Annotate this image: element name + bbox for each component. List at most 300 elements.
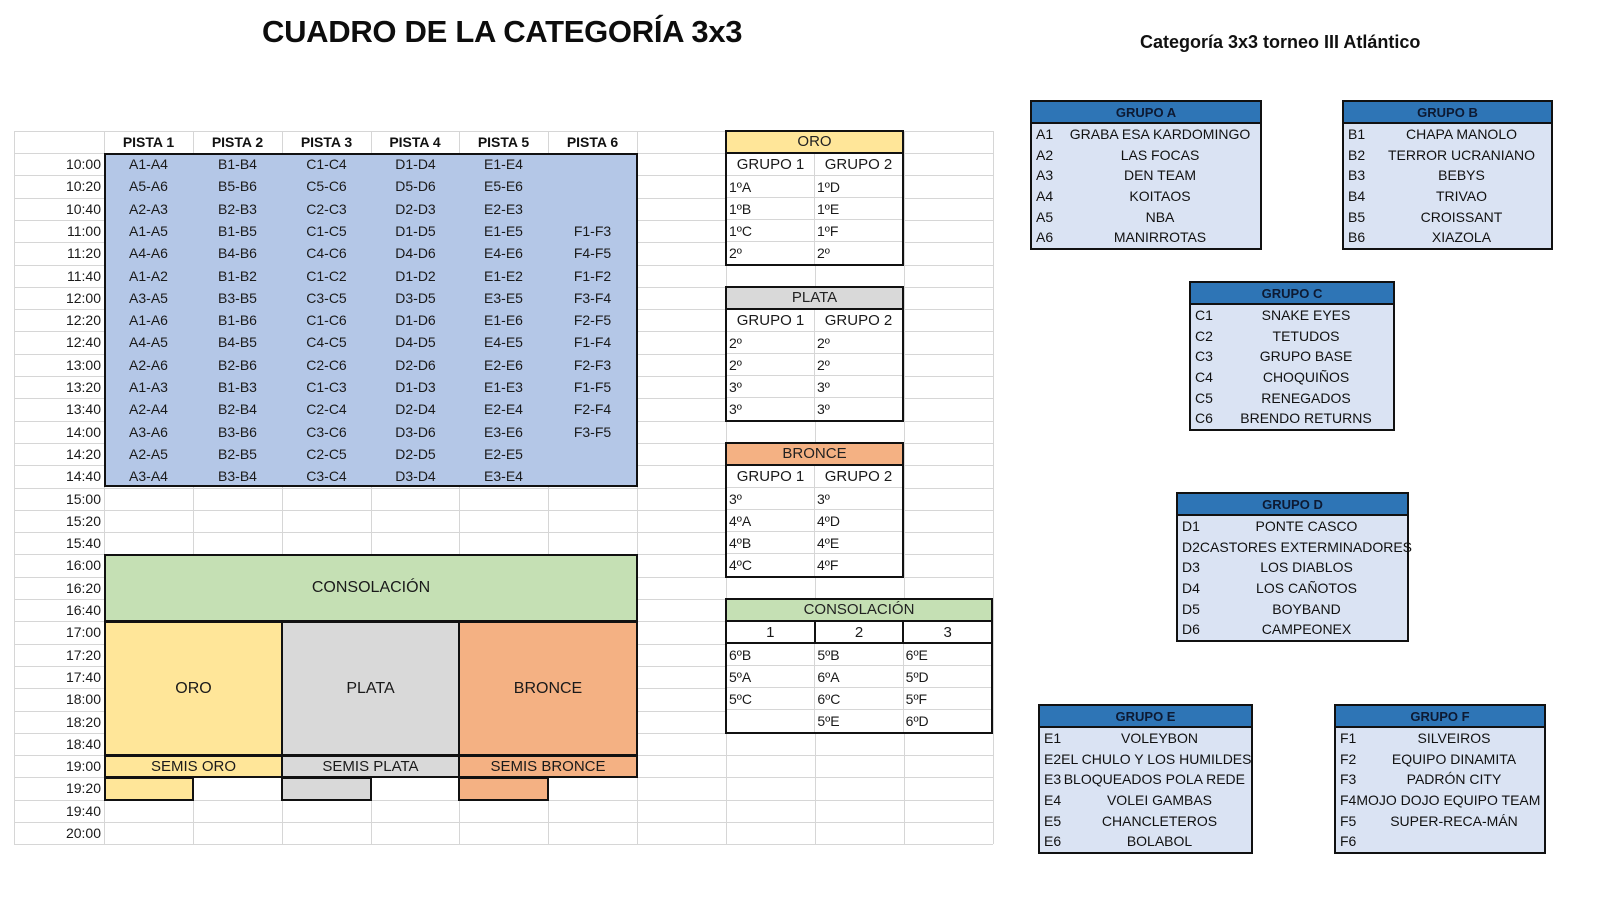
finals-seed-cell: 3º [727,488,815,509]
team-name: CASTORES EXTERMINADORES [1199,538,1413,555]
column-header-pista-6: PISTA 6 [566,134,619,150]
time-label: 19:20 [65,780,101,797]
team-row [1040,749,1251,770]
team-row [1178,599,1407,620]
match-cell: B4-B6 [218,245,257,262]
finals-header-row [727,622,991,644]
group-title: GRUPO C [1191,283,1393,305]
finals-column-header: GRUPO 1 [727,310,815,331]
match-cell: E4-E6 [484,245,523,262]
finals-column-header: 2 [816,622,905,642]
group-b-table [1342,100,1553,250]
team-name: MANIRROTAS [1113,229,1207,246]
team-id: D1 [1182,518,1200,534]
finals-column-header: GRUPO 1 [727,466,815,487]
match-cell: B5-B6 [218,178,257,195]
finals-seed-cell: 1ºF [817,223,839,239]
match-cell: A2-A6 [129,356,168,373]
match-cell: B1-B6 [218,312,257,329]
time-label: 14:40 [65,468,101,485]
match-cell: A1-A4 [129,156,168,172]
match-cell: C4-C6 [306,245,347,262]
finals-seed-cell: 2º [727,332,815,353]
finals-row [727,242,902,264]
match-cell: C1-C2 [306,267,347,284]
finals-row [727,176,902,198]
time-label: 17:00 [65,624,101,641]
finals-row [727,532,902,554]
match-cell: B1-B3 [218,379,257,395]
finals-seed-cell: 4ºC [727,554,815,576]
time-label: 17:20 [65,646,101,663]
team-row [1178,619,1407,640]
gridline [14,844,993,845]
team-id: A5 [1036,208,1054,225]
team-name: BOYBAND [1272,600,1341,617]
finals-seed-cell: 3º [727,398,815,420]
time-label: 13:40 [65,401,101,418]
match-cell: A2-A3 [129,200,168,217]
match-cell [548,465,637,487]
team-row [1344,124,1551,145]
match-cell: C2-C5 [306,445,347,462]
match-cell [548,175,637,197]
match-cell: D4-D5 [395,334,436,351]
team-row [1336,749,1544,770]
team-name: VOLEYBON [1120,730,1199,746]
team-row [1191,326,1393,347]
semis-plata-block-label: SEMIS PLATA [322,758,419,776]
team-name: PADRÓN CITY [1406,771,1502,788]
time-label: 10:00 [65,156,101,172]
team-row [1178,537,1413,558]
team-name: BEBYS [1438,167,1485,184]
side-title: Categoría 3x3 torneo III Atlántico [1140,32,1421,52]
match-cell: C1-C6 [306,312,347,329]
team-name: PONTE CASCO [1255,518,1358,534]
match-cell [548,153,637,175]
finals-header-row [727,154,902,176]
finals-seed-cell: 4ºA [727,510,815,531]
match-cell: E1-E5 [484,222,523,239]
team-id: C6 [1195,410,1213,427]
team-row [1032,145,1260,166]
match-cell: D1-D5 [395,222,436,239]
match-cell: B3-B6 [218,423,257,440]
semis-bronce-block-label: SEMIS BRONCE [490,758,606,776]
match-cell: A2-A4 [129,401,168,418]
match-cell: B1-B4 [218,156,257,172]
match-cell: D3-D6 [395,423,436,440]
match-cell: B1-B2 [218,267,257,284]
time-label: 20:00 [65,825,101,841]
team-row [1336,790,1544,811]
finals-consolacion-title: CONSOLACIÓN [727,600,991,622]
match-cell [548,198,637,220]
team-id: C1 [1195,307,1213,323]
finals-oro-table [725,130,904,266]
finals-seed-cell: 5ºB [815,644,903,665]
match-cell: B4-B5 [218,334,257,351]
finals-seed-cell: 1ºE [817,201,840,217]
team-name: SILVEIROS [1417,730,1491,746]
team-row [1336,811,1544,832]
team-name: TETUDOS [1272,327,1340,344]
match-cell: D1-D3 [395,379,436,395]
team-id: F5 [1340,812,1357,829]
time-label: 19:00 [65,758,101,775]
team-id: B5 [1348,208,1366,225]
team-name: CHANCLETEROS [1101,812,1218,829]
finals-row [727,488,902,510]
finals-seed-cell: 5ºA [727,666,815,687]
match-cell: E4-E5 [484,334,523,351]
match-cell: B3-B5 [218,289,257,306]
team-name: MOJO DOJO EQUIPO TEAM [1356,792,1541,809]
match-cell: D3-D5 [395,289,436,306]
team-name [1370,831,1544,852]
team-id: E2 [1044,750,1062,767]
team-id: E5 [1044,812,1062,829]
group-c-table [1189,281,1395,431]
team-row [1040,811,1251,832]
match-cell: B2-B3 [218,200,257,217]
match-cell: A1-A3 [129,379,168,395]
finals-row [727,688,991,710]
finals-column-header: GRUPO 2 [824,156,893,173]
team-id: D5 [1182,600,1200,617]
team-row [1191,408,1393,429]
finals-seed-cell: 2º [817,357,830,373]
match-cell: A3-A4 [129,468,168,485]
team-id: F1 [1340,730,1357,746]
time-label: 16:00 [65,557,101,574]
match-cell: B3-B4 [218,468,257,485]
team-name: CHOQUIÑOS [1262,369,1350,386]
gridline [904,131,905,844]
match-cell: A5-A6 [129,178,168,195]
match-cell: C5-C6 [306,178,347,195]
match-cell: C2-C6 [306,356,347,373]
finals-seed-cell: 1ºD [817,179,841,195]
time-label: 18:40 [65,735,101,752]
group-title: GRUPO B [1344,102,1551,124]
match-cell: A2-A5 [129,445,168,462]
team-id: C5 [1195,389,1213,406]
match-cell: A3-A5 [129,289,168,306]
match-cell: A1-A6 [129,312,168,329]
team-name: VOLEI GAMBAS [1106,792,1213,809]
team-row [1032,227,1260,248]
team-row [1040,790,1251,811]
finals-row [727,398,902,420]
match-cell: E3-E4 [484,468,523,485]
match-cell: A4-A6 [129,245,168,262]
finals-seed-cell: 1ºB [727,198,815,219]
match-cell: D5-D6 [395,178,436,195]
group-a-table [1030,100,1262,250]
finals-row [727,332,902,354]
group-title: GRUPO E [1040,706,1251,728]
finals-seed-cell: 3º [727,376,815,397]
finals-row [727,376,902,398]
gridline [14,822,993,823]
group-f-table [1334,704,1546,854]
group-d-table [1176,492,1413,642]
team-row [1178,578,1407,599]
team-name: BRENDO RETURNS [1240,410,1372,427]
finals-seed-cell: 6ºB [727,644,815,665]
finals-consolacion-table [725,598,993,734]
team-row [1178,516,1407,537]
match-cell: A1-A2 [129,267,168,284]
time-label: 14:20 [65,445,101,462]
column-header-pista-4: PISTA 4 [389,134,441,150]
finals-seed-cell: 2º [727,354,815,375]
team-name: NBA [1145,208,1175,225]
match-cell: B2-B4 [218,401,257,418]
team-name: KOITAOS [1129,188,1191,205]
match-cell: D2-D5 [395,445,436,462]
finals-seed-cell: 6ºE [905,647,928,663]
team-id: E1 [1044,730,1062,746]
consolacion-block [104,554,638,622]
finals-seed-cell: 5ºC [727,688,815,709]
time-label: 18:20 [65,713,101,730]
team-id: D3 [1182,559,1200,576]
team-id: E6 [1044,833,1062,850]
match-cell: E2-E5 [484,445,523,462]
match-cell: C2-C4 [306,401,347,418]
time-label: 11:40 [67,267,101,284]
finals-seed-cell: 5ºE [815,710,903,732]
finals-row [727,666,991,688]
team-row [1178,557,1407,578]
team-id: E3 [1044,771,1062,788]
match-cell: D4-D6 [395,245,436,262]
match-cell: F1-F5 [573,379,612,395]
finals-row [727,510,902,532]
match-cell: C2-C3 [306,200,347,217]
finals-seed-cell: 6ºA [815,666,903,687]
time-label: 12:40 [65,334,101,351]
team-row [1040,769,1251,790]
time-label: 16:20 [65,579,101,596]
finals-seed-cell: 2º [727,242,815,264]
finals-header-row [727,310,902,332]
time-label: 12:00 [65,289,101,306]
finals-row [727,220,902,242]
match-cell: C3-C5 [306,289,347,306]
team-name: GRUPO BASE [1259,348,1353,365]
match-cell: F1-F2 [573,267,612,284]
plata-block-label: PLATA [346,679,395,697]
team-name: TERROR UCRANIANO [1387,146,1535,163]
team-id: C3 [1195,348,1213,365]
team-name: EL CHULO Y LOS HUMILDES [1061,750,1252,767]
finals-row [727,354,902,376]
team-id: A1 [1036,126,1054,142]
team-id: F4 [1340,792,1357,809]
time-label: 12:20 [65,312,101,329]
match-cell: C3-C4 [306,468,347,485]
finals-column-header: GRUPO 2 [824,468,893,485]
finals-bronce-table [725,442,904,578]
team-row [1032,186,1260,207]
oro-block-label: ORO [175,679,212,697]
finals-seed-cell: 5ºF [905,691,928,707]
team-row [1040,831,1251,852]
team-row [1032,165,1260,186]
match-cell: F3-F5 [573,423,612,440]
team-id: E4 [1044,792,1062,809]
team-id: B4 [1348,188,1366,205]
match-cell: C1-C4 [306,156,347,172]
match-cell: F1-F4 [573,334,612,351]
match-cell: A4-A5 [129,334,168,351]
finals-seed-cell: 4ºD [817,513,841,529]
match-cell: D3-D4 [395,468,436,485]
consolacion-block-label: CONSOLACIÓN [311,579,431,597]
match-cell: B2-B6 [218,356,257,373]
team-id: D6 [1182,621,1200,638]
time-label: 13:20 [65,379,101,395]
time-label: 15:20 [65,512,101,529]
column-header-pista-3: PISTA 3 [300,134,353,150]
time-label: 11:20 [67,245,101,262]
semis-oro-block [104,755,283,778]
team-name: RENEGADOS [1261,389,1351,406]
finals-row [727,710,991,732]
match-cell: E5-E6 [484,178,523,195]
team-name: SNAKE EYES [1261,307,1351,323]
plata-block [281,621,460,756]
time-label: 17:40 [65,668,101,685]
team-id: C2 [1195,327,1213,344]
match-cell: E1-E3 [484,379,523,395]
group-title: GRUPO D [1178,494,1407,516]
group-title: GRUPO F [1336,706,1544,728]
team-name: LOS DIABLOS [1260,559,1353,576]
team-id: B6 [1348,229,1366,246]
team-id: A6 [1036,229,1054,246]
team-id: D4 [1182,580,1200,597]
time-label: 10:40 [65,200,101,217]
team-id: A4 [1036,188,1054,205]
team-row [1336,728,1544,749]
match-cell: F2-F4 [573,401,612,418]
match-cell: B2-B5 [218,445,257,462]
column-header-pista-2: PISTA 2 [211,134,264,150]
finals-row [727,554,902,576]
finals-seed-cell: 3º [817,401,830,417]
team-name: XIAZOLA [1431,229,1492,246]
bronce-block-label: BRONCE [513,679,583,697]
finals-column-header: 3 [943,624,952,641]
match-cell: A1-A5 [129,222,168,239]
finals-bronce-title: BRONCE [727,444,902,466]
match-cell: F3-F4 [573,289,612,306]
match-cell: E1-E4 [484,156,523,172]
finals-seed-cell: 1ºC [727,220,815,241]
match-cell: E2-E3 [484,200,523,217]
team-row [1191,346,1393,367]
bronce-block [458,621,638,756]
oro-block [104,621,283,756]
team-id: B3 [1348,167,1366,184]
finals-seed-cell: 3º [817,379,830,395]
finals-plata-table [725,286,904,422]
time-label: 18:00 [65,691,101,708]
match-cell: D1-D6 [395,312,436,329]
group-e-table [1038,704,1253,854]
finals-oro-title: ORO [727,132,902,154]
team-row [1344,207,1551,228]
team-row [1344,165,1551,186]
team-row [1344,145,1551,166]
team-name: EQUIPO DINAMITA [1391,750,1517,767]
time-label: 16:40 [65,602,101,618]
team-name: CROISSANT [1420,208,1503,225]
match-cell: F1-F3 [573,222,612,239]
final-bronce-slot [458,777,549,800]
time-label: 15:00 [65,490,101,507]
match-cell: E3-E5 [484,289,523,306]
team-name: GRABA ESA KARDOMINGO [1069,126,1251,142]
team-name: BOLABOL [1126,833,1193,850]
match-cell: D2-D3 [395,200,436,217]
finals-plata-title: PLATA [727,288,902,310]
time-label: 13:00 [65,356,101,373]
match-cell [548,443,637,465]
time-label: 11:00 [67,222,101,239]
final-plata-slot [281,777,372,800]
match-cell: F2-F3 [573,356,612,373]
finals-column-header: 1 [727,622,816,642]
group-title: GRUPO A [1032,102,1260,124]
finals-row [727,198,902,220]
finals-seed-cell: 4ºE [817,535,840,551]
team-name: CAMPEONEX [1261,621,1352,638]
time-label: 19:40 [65,802,101,819]
team-name: SUPER-RECA-MÁN [1390,812,1518,829]
team-row [1336,831,1544,852]
match-cell: D1-D2 [395,267,436,284]
team-name: CHAPA MANOLO [1406,126,1517,142]
match-cell: F4-F5 [573,245,612,262]
team-name: LAS FOCAS [1120,146,1200,163]
team-row [1344,227,1551,248]
team-id: F3 [1340,771,1357,788]
finals-seed-cell: 2º [817,245,830,261]
gridline [993,131,994,844]
team-row [1336,769,1544,790]
finals-column-header: GRUPO 2 [824,312,893,329]
match-cell: E3-E6 [484,423,523,440]
finals-seed-cell: 3º [817,491,830,507]
match-cell: D2-D4 [395,401,436,418]
team-row [1032,124,1260,145]
match-cell: D2-D6 [395,356,436,373]
team-row [1344,186,1551,207]
finals-seed-cell: 6ºC [815,688,903,709]
team-row [1191,367,1393,388]
semis-plata-block [281,755,460,778]
finals-seed-cell: 6ºD [905,713,929,729]
match-cell: E2-E4 [484,401,523,418]
match-cell: E1-E6 [484,312,523,329]
match-cell: A3-A6 [129,423,168,440]
